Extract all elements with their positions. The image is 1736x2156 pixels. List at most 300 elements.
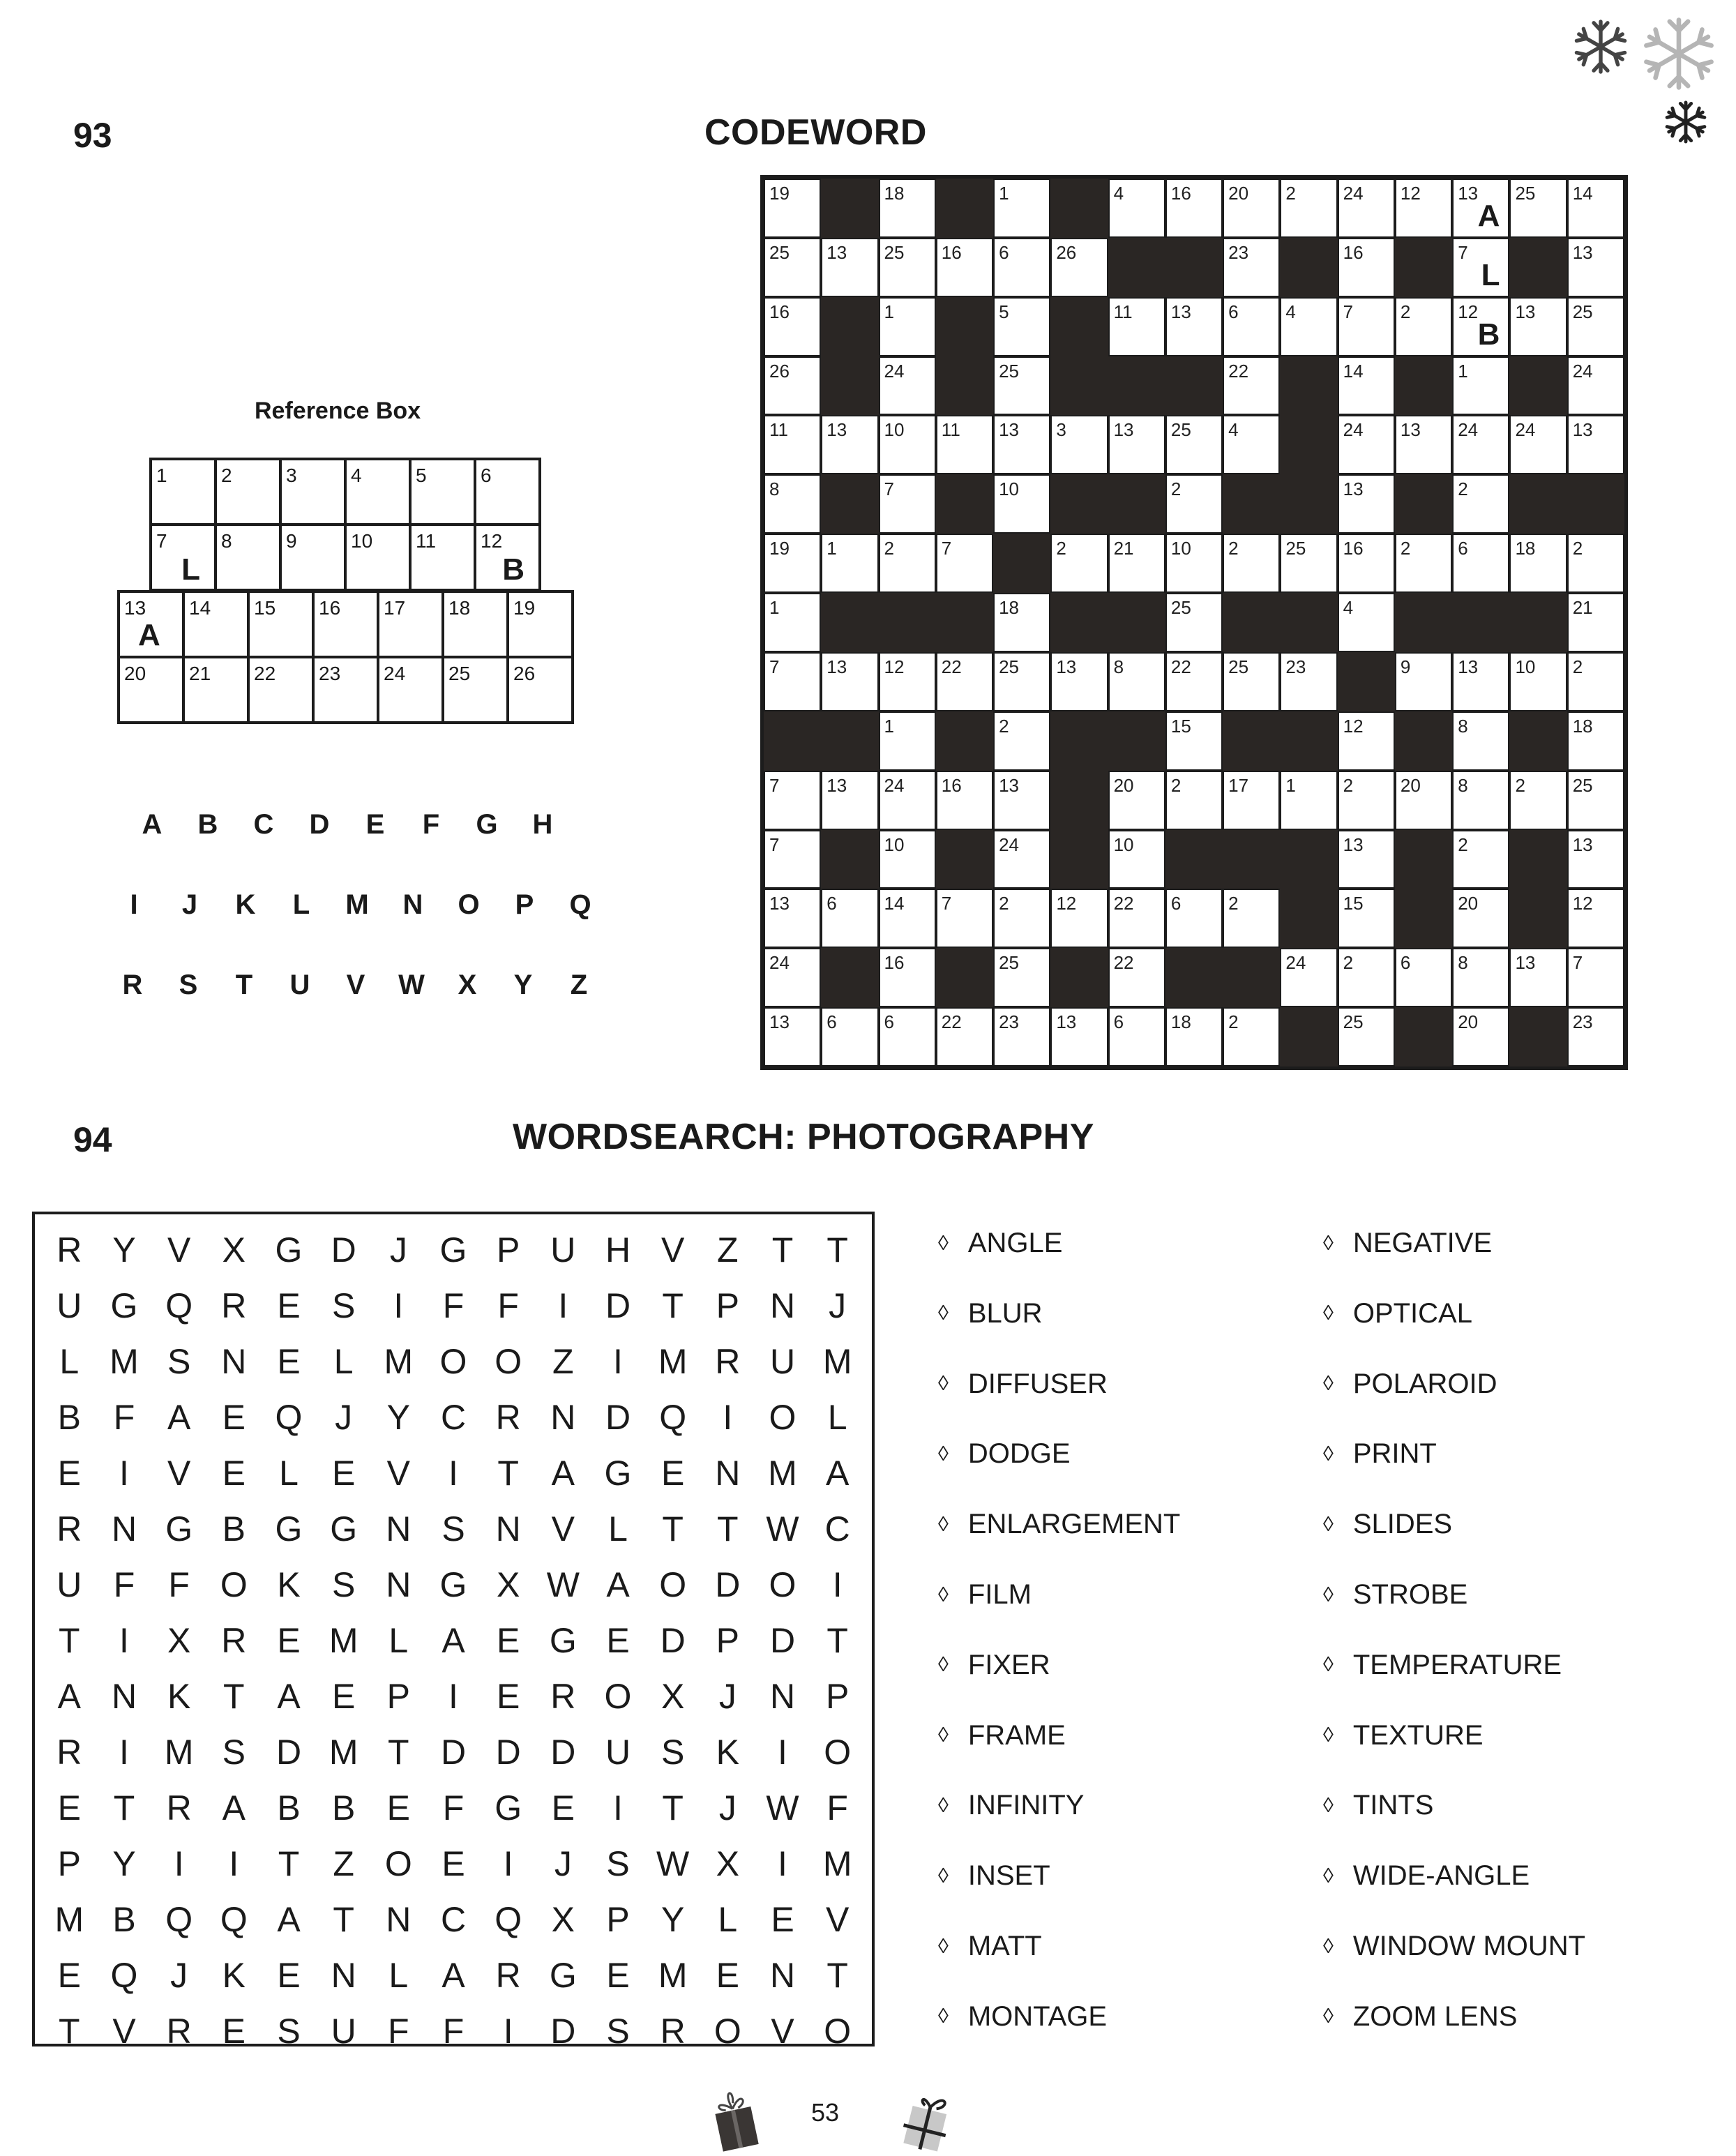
codeword-cell[interactable] bbox=[821, 534, 878, 593]
codeword-cell[interactable] bbox=[1223, 415, 1280, 474]
wordsearch-letter[interactable]: D bbox=[495, 1733, 521, 1772]
wordsearch-letter[interactable]: U bbox=[331, 2012, 356, 2051]
wordsearch-letter[interactable]: B bbox=[331, 1788, 356, 1827]
wordsearch-letter[interactable]: G bbox=[330, 1509, 358, 1548]
wordsearch-letter[interactable]: L bbox=[608, 1509, 628, 1548]
reference-cell[interactable] bbox=[312, 590, 379, 658]
reference-cell[interactable] bbox=[214, 523, 282, 591]
codeword-cell[interactable] bbox=[1567, 711, 1624, 771]
codeword-cell[interactable] bbox=[1050, 652, 1108, 711]
wordsearch-letter[interactable]: O bbox=[384, 1844, 412, 1883]
codeword-cell[interactable] bbox=[1280, 179, 1337, 238]
alphabet-letter[interactable]: C bbox=[253, 809, 274, 840]
wordsearch-letter[interactable]: W bbox=[766, 1788, 799, 1827]
wordsearch-letter[interactable]: T bbox=[113, 1788, 135, 1827]
codeword-cell[interactable] bbox=[936, 415, 993, 474]
wordsearch-letter[interactable]: L bbox=[388, 1621, 409, 1660]
alphabet-letter[interactable]: R bbox=[122, 970, 143, 1000]
wordsearch-letter[interactable]: I bbox=[174, 1844, 184, 1883]
wordsearch-letter[interactable]: O bbox=[495, 1342, 522, 1381]
wordsearch-letter[interactable]: Y bbox=[112, 1844, 136, 1883]
wordsearch-letter[interactable]: N bbox=[769, 1286, 796, 1325]
codeword-cell[interactable] bbox=[1280, 948, 1337, 1007]
wordsearch-letter[interactable]: O bbox=[769, 1565, 797, 1604]
wordsearch-letter[interactable]: U bbox=[550, 1230, 576, 1269]
wordsearch-letter[interactable]: S bbox=[167, 1342, 191, 1381]
codeword-cell[interactable] bbox=[764, 652, 821, 711]
codeword-cell[interactable] bbox=[879, 711, 936, 771]
wordsearch-letter[interactable]: N bbox=[769, 1677, 796, 1716]
wordsearch-letter[interactable]: G bbox=[439, 1565, 467, 1604]
wordsearch-letter[interactable]: E bbox=[222, 1398, 246, 1437]
wordsearch-letter[interactable]: T bbox=[662, 1509, 684, 1548]
alphabet-letter[interactable]: K bbox=[235, 889, 256, 920]
wordsearch-letter[interactable]: T bbox=[827, 1230, 848, 1269]
codeword-cell[interactable] bbox=[1395, 534, 1452, 593]
wordsearch-letter[interactable]: Q bbox=[110, 1956, 138, 1995]
codeword-cell[interactable] bbox=[1338, 830, 1395, 889]
codeword-cell[interactable] bbox=[1050, 534, 1108, 593]
codeword-cell[interactable] bbox=[1395, 771, 1452, 830]
wordsearch-letter[interactable]: D bbox=[550, 1733, 576, 1772]
wordsearch-letter[interactable]: N bbox=[769, 1956, 796, 1995]
wordsearch-letter[interactable]: O bbox=[769, 1398, 797, 1437]
wordsearch-letter[interactable]: E bbox=[277, 1342, 301, 1381]
wordsearch-letter[interactable]: T bbox=[662, 1788, 684, 1827]
codeword-cell[interactable] bbox=[879, 889, 936, 948]
reference-cell[interactable] bbox=[247, 590, 315, 658]
codeword-cell[interactable] bbox=[1452, 297, 1509, 356]
wordsearch-letter[interactable]: N bbox=[111, 1509, 137, 1548]
alphabet-letter[interactable]: G bbox=[476, 809, 498, 840]
wordsearch-letter[interactable]: E bbox=[277, 1286, 301, 1325]
wordsearch-letter[interactable]: L bbox=[333, 1342, 354, 1381]
reference-cell[interactable] bbox=[214, 458, 282, 526]
codeword-cell[interactable] bbox=[879, 830, 936, 889]
wordsearch-letter[interactable]: I bbox=[229, 1844, 239, 1883]
wordsearch-letter[interactable]: Q bbox=[659, 1398, 687, 1437]
codeword-cell[interactable] bbox=[1165, 474, 1223, 534]
codeword-cell[interactable] bbox=[764, 356, 821, 416]
codeword-cell[interactable] bbox=[1452, 356, 1509, 416]
wordsearch-letter[interactable]: O bbox=[824, 1733, 852, 1772]
wordsearch-letter[interactable]: E bbox=[331, 1677, 356, 1716]
wordsearch-letter[interactable]: R bbox=[166, 2012, 192, 2051]
reference-cell[interactable] bbox=[149, 458, 217, 526]
wordsearch-letter[interactable]: S bbox=[277, 2012, 301, 2051]
wordsearch-letter[interactable]: P bbox=[496, 1230, 520, 1269]
wordsearch-letter[interactable]: R bbox=[166, 1788, 192, 1827]
codeword-cell[interactable] bbox=[821, 652, 878, 711]
reference-cell[interactable] bbox=[506, 590, 574, 658]
wordsearch-letter[interactable]: W bbox=[656, 1844, 690, 1883]
wordsearch-letter[interactable]: O bbox=[439, 1342, 467, 1381]
codeword-cell[interactable] bbox=[879, 356, 936, 416]
wordsearch-letter[interactable]: B bbox=[57, 1398, 81, 1437]
wordsearch-letter[interactable]: N bbox=[715, 1454, 741, 1493]
wordsearch-letter[interactable]: O bbox=[659, 1565, 687, 1604]
codeword-cell[interactable] bbox=[1452, 474, 1509, 534]
wordsearch-letter[interactable]: G bbox=[165, 1509, 193, 1548]
alphabet-letter[interactable]: B bbox=[197, 809, 218, 840]
wordsearch-letter[interactable]: D bbox=[331, 1230, 356, 1269]
codeword-cell[interactable] bbox=[1108, 652, 1165, 711]
codeword-cell[interactable] bbox=[879, 652, 936, 711]
wordsearch-letter[interactable]: F bbox=[388, 2012, 409, 2051]
codeword-cell[interactable] bbox=[879, 948, 936, 1007]
reference-cell[interactable] bbox=[344, 458, 412, 526]
codeword-cell[interactable] bbox=[879, 534, 936, 593]
reference-cell[interactable] bbox=[474, 523, 541, 591]
codeword-cell[interactable] bbox=[764, 948, 821, 1007]
wordsearch-letter[interactable]: H bbox=[605, 1230, 631, 1269]
wordsearch-letter[interactable]: E bbox=[441, 1844, 465, 1883]
wordsearch-letter[interactable]: E bbox=[771, 1900, 794, 1939]
wordsearch-letter[interactable]: E bbox=[716, 1956, 739, 1995]
codeword-cell[interactable] bbox=[764, 830, 821, 889]
codeword-cell[interactable] bbox=[1108, 297, 1165, 356]
wordsearch-letter[interactable]: M bbox=[822, 1844, 852, 1883]
wordsearch-letter[interactable]: N bbox=[331, 1956, 356, 1995]
codeword-cell[interactable] bbox=[1338, 711, 1395, 771]
wordsearch-letter[interactable]: R bbox=[221, 1621, 247, 1660]
codeword-cell[interactable] bbox=[1567, 652, 1624, 711]
reference-cell[interactable] bbox=[377, 590, 444, 658]
codeword-cell[interactable] bbox=[1223, 771, 1280, 830]
wordsearch-letter[interactable]: E bbox=[606, 1621, 630, 1660]
wordsearch-letter[interactable]: V bbox=[167, 1230, 191, 1269]
reference-cell[interactable] bbox=[441, 590, 509, 658]
wordsearch-letter[interactable]: V bbox=[825, 1900, 850, 1939]
codeword-cell[interactable] bbox=[1280, 652, 1337, 711]
codeword-cell[interactable] bbox=[936, 534, 993, 593]
wordsearch-letter[interactable]: G bbox=[439, 1230, 467, 1269]
codeword-cell[interactable] bbox=[936, 652, 993, 711]
codeword-cell[interactable] bbox=[821, 889, 878, 948]
reference-cell[interactable] bbox=[377, 656, 444, 724]
wordsearch-letter[interactable]: F bbox=[113, 1565, 135, 1604]
wordsearch-letter[interactable]: O bbox=[220, 1565, 248, 1604]
wordsearch-letter[interactable]: A bbox=[222, 1788, 246, 1827]
codeword-cell[interactable] bbox=[1452, 179, 1509, 238]
alphabet-letter[interactable]: I bbox=[130, 889, 138, 920]
wordsearch-letter[interactable]: M bbox=[329, 1621, 358, 1660]
wordsearch-letter[interactable]: A bbox=[606, 1565, 630, 1604]
alphabet-letter[interactable]: P bbox=[515, 889, 534, 920]
wordsearch-letter[interactable]: I bbox=[448, 1677, 458, 1716]
wordsearch-letter[interactable]: Q bbox=[165, 1286, 193, 1325]
wordsearch-letter[interactable]: I bbox=[503, 2012, 513, 2051]
wordsearch-letter[interactable]: C bbox=[440, 1900, 467, 1939]
codeword-cell[interactable] bbox=[1395, 297, 1452, 356]
wordsearch-letter[interactable]: M bbox=[329, 1733, 358, 1772]
codeword-cell[interactable] bbox=[1452, 711, 1509, 771]
wordsearch-letter[interactable]: L bbox=[279, 1454, 299, 1493]
wordsearch-letter[interactable]: D bbox=[605, 1286, 631, 1325]
codeword-cell[interactable] bbox=[1108, 415, 1165, 474]
wordsearch-letter[interactable]: T bbox=[278, 1844, 300, 1883]
wordsearch-letter[interactable]: L bbox=[827, 1398, 847, 1437]
wordsearch-letter[interactable]: Y bbox=[112, 1230, 136, 1269]
codeword-cell[interactable] bbox=[1452, 415, 1509, 474]
wordsearch-letter[interactable]: R bbox=[56, 1230, 82, 1269]
codeword-cell[interactable] bbox=[1338, 238, 1395, 297]
reference-cell[interactable] bbox=[409, 523, 476, 591]
codeword-cell[interactable] bbox=[993, 771, 1050, 830]
reference-cell[interactable] bbox=[312, 656, 379, 724]
alphabet-letter[interactable]: M bbox=[345, 889, 369, 920]
wordsearch-letter[interactable]: S bbox=[441, 1509, 465, 1548]
wordsearch-letter[interactable]: E bbox=[661, 1454, 685, 1493]
codeword-cell[interactable] bbox=[1395, 652, 1452, 711]
wordsearch-letter[interactable]: Q bbox=[165, 1900, 193, 1939]
wordsearch-letter[interactable]: B bbox=[277, 1788, 301, 1827]
codeword-cell[interactable] bbox=[1108, 889, 1165, 948]
wordsearch-letter[interactable]: E bbox=[551, 1788, 575, 1827]
wordsearch-letter[interactable]: E bbox=[222, 1454, 246, 1493]
alphabet-letter[interactable]: S bbox=[179, 970, 198, 1000]
codeword-cell[interactable] bbox=[1108, 179, 1165, 238]
wordsearch-letter[interactable]: B bbox=[222, 1509, 246, 1548]
wordsearch-letter[interactable]: V bbox=[661, 1230, 685, 1269]
wordsearch-letter[interactable]: J bbox=[829, 1286, 847, 1325]
wordsearch-letter[interactable]: T bbox=[59, 1621, 80, 1660]
codeword-cell[interactable] bbox=[1567, 593, 1624, 652]
wordsearch-letter[interactable]: O bbox=[604, 1677, 632, 1716]
codeword-cell[interactable] bbox=[1165, 771, 1223, 830]
wordsearch-letter[interactable]: M bbox=[658, 1342, 688, 1381]
wordsearch-letter[interactable]: O bbox=[714, 2012, 741, 2051]
codeword-cell[interactable] bbox=[764, 889, 821, 948]
wordsearch-letter[interactable]: X bbox=[661, 1677, 685, 1716]
wordsearch-letter[interactable]: E bbox=[57, 1454, 81, 1493]
wordsearch-letter[interactable]: V bbox=[551, 1509, 575, 1548]
wordsearch-letter[interactable]: R bbox=[550, 1677, 576, 1716]
wordsearch-letter[interactable]: Y bbox=[386, 1398, 410, 1437]
codeword-cell[interactable] bbox=[1338, 534, 1395, 593]
wordsearch-letter[interactable]: J bbox=[335, 1398, 353, 1437]
wordsearch-letter[interactable]: I bbox=[119, 1733, 129, 1772]
wordsearch-letter[interactable]: I bbox=[119, 1454, 129, 1493]
wordsearch-letter[interactable]: M bbox=[384, 1342, 414, 1381]
codeword-cell[interactable] bbox=[1452, 238, 1509, 297]
wordsearch-letter[interactable]: J bbox=[718, 1677, 737, 1716]
codeword-cell[interactable] bbox=[1165, 179, 1223, 238]
wordsearch-letter[interactable]: L bbox=[388, 1956, 409, 1995]
codeword-cell[interactable] bbox=[1338, 415, 1395, 474]
wordsearch-letter[interactable]: B bbox=[112, 1900, 136, 1939]
wordsearch-letter[interactable]: T bbox=[717, 1509, 739, 1548]
wordsearch-letter[interactable]: E bbox=[57, 1788, 81, 1827]
wordsearch-letter[interactable]: Z bbox=[717, 1230, 739, 1269]
wordsearch-letter[interactable]: E bbox=[331, 1454, 356, 1493]
codeword-cell[interactable] bbox=[993, 652, 1050, 711]
wordsearch-letter[interactable]: S bbox=[331, 1286, 356, 1325]
codeword-cell[interactable] bbox=[1223, 534, 1280, 593]
codeword-cell[interactable] bbox=[1165, 593, 1223, 652]
wordsearch-letter[interactable]: E bbox=[496, 1677, 520, 1716]
codeword-cell[interactable] bbox=[1395, 415, 1452, 474]
wordsearch-letter[interactable]: N bbox=[550, 1398, 576, 1437]
wordsearch-letter[interactable]: I bbox=[723, 1398, 733, 1437]
wordsearch-letter[interactable]: P bbox=[825, 1677, 850, 1716]
wordsearch-letter[interactable]: N bbox=[386, 1565, 412, 1604]
wordsearch-letter[interactable]: V bbox=[167, 1454, 191, 1493]
alphabet-letter[interactable]: V bbox=[346, 970, 365, 1000]
codeword-cell[interactable] bbox=[1567, 356, 1624, 416]
codeword-cell[interactable] bbox=[1108, 948, 1165, 1007]
wordsearch-letter[interactable]: I bbox=[558, 1286, 568, 1325]
reference-cell[interactable] bbox=[182, 656, 250, 724]
wordsearch-letter[interactable]: W bbox=[766, 1509, 799, 1548]
codeword-cell[interactable] bbox=[1338, 948, 1395, 1007]
codeword-cell[interactable] bbox=[1567, 297, 1624, 356]
wordsearch-letter[interactable]: E bbox=[222, 2012, 246, 2051]
wordsearch-letter[interactable]: F bbox=[827, 1788, 848, 1827]
wordsearch-letter[interactable]: D bbox=[550, 2012, 576, 2051]
wordsearch-letter[interactable]: K bbox=[716, 1733, 739, 1772]
wordsearch-letter[interactable]: S bbox=[606, 2012, 630, 2051]
wordsearch-letter[interactable]: G bbox=[495, 1788, 522, 1827]
wordsearch-letter[interactable]: T bbox=[333, 1900, 354, 1939]
wordsearch-letter[interactable]: P bbox=[716, 1621, 739, 1660]
codeword-cell[interactable] bbox=[1338, 1007, 1395, 1066]
codeword-cell[interactable] bbox=[1509, 415, 1567, 474]
wordsearch-letter[interactable]: P bbox=[606, 1900, 630, 1939]
codeword-cell[interactable] bbox=[821, 415, 878, 474]
wordsearch-letter[interactable]: O bbox=[824, 2012, 852, 2051]
wordsearch-letter[interactable]: U bbox=[605, 1733, 631, 1772]
wordsearch-letter[interactable]: E bbox=[277, 1956, 301, 1995]
codeword-cell[interactable] bbox=[1223, 1007, 1280, 1066]
codeword-cell[interactable] bbox=[993, 1007, 1050, 1066]
wordsearch-letter[interactable]: E bbox=[386, 1788, 410, 1827]
wordsearch-letter[interactable]: I bbox=[448, 1454, 458, 1493]
alphabet-letter[interactable]: F bbox=[422, 809, 440, 840]
wordsearch-letter[interactable]: W bbox=[546, 1565, 580, 1604]
wordsearch-letter[interactable]: R bbox=[715, 1342, 741, 1381]
wordsearch-letter[interactable]: S bbox=[661, 1733, 685, 1772]
codeword-cell[interactable] bbox=[1338, 771, 1395, 830]
wordsearch-letter[interactable]: D bbox=[440, 1733, 467, 1772]
codeword-cell[interactable] bbox=[1338, 356, 1395, 416]
codeword-cell[interactable] bbox=[993, 474, 1050, 534]
wordsearch-letter[interactable]: R bbox=[56, 1509, 82, 1548]
codeword-cell[interactable] bbox=[993, 179, 1050, 238]
wordsearch-letter[interactable]: F bbox=[442, 1286, 465, 1325]
wordsearch-letter[interactable]: I bbox=[832, 1565, 843, 1604]
wordsearch-letter[interactable]: X bbox=[222, 1230, 246, 1269]
codeword-cell[interactable] bbox=[879, 415, 936, 474]
alphabet-letter[interactable]: O bbox=[458, 889, 480, 920]
alphabet-letter[interactable]: W bbox=[398, 970, 425, 1000]
codeword-cell[interactable] bbox=[993, 238, 1050, 297]
wordsearch-letter[interactable]: A bbox=[441, 1956, 465, 1995]
alphabet-letter[interactable]: J bbox=[181, 889, 198, 920]
wordsearch-letter[interactable]: V bbox=[112, 2012, 136, 2051]
wordsearch-letter[interactable]: G bbox=[549, 1956, 577, 1995]
wordsearch-letter[interactable]: P bbox=[716, 1286, 739, 1325]
wordsearch-letter[interactable]: L bbox=[59, 1342, 80, 1381]
alphabet-letter[interactable]: H bbox=[532, 809, 553, 840]
wordsearch-letter[interactable]: I bbox=[613, 1788, 623, 1827]
codeword-cell[interactable] bbox=[1452, 771, 1509, 830]
alphabet-letter[interactable]: T bbox=[235, 970, 253, 1000]
wordsearch-letter[interactable]: M bbox=[658, 1956, 688, 1995]
wordsearch-letter[interactable]: T bbox=[827, 1621, 848, 1660]
wordsearch-letter[interactable]: X bbox=[167, 1621, 191, 1660]
codeword-cell[interactable] bbox=[1280, 771, 1337, 830]
alphabet-letter[interactable]: E bbox=[365, 809, 385, 840]
wordsearch-letter[interactable]: I bbox=[778, 1733, 787, 1772]
codeword-cell[interactable] bbox=[764, 1007, 821, 1066]
reference-cell[interactable] bbox=[474, 458, 541, 526]
codeword-cell[interactable] bbox=[1452, 652, 1509, 711]
codeword-cell[interactable] bbox=[1108, 1007, 1165, 1066]
codeword-cell[interactable] bbox=[1452, 830, 1509, 889]
codeword-cell[interactable] bbox=[936, 238, 993, 297]
wordsearch-letter[interactable]: M bbox=[822, 1342, 852, 1381]
codeword-cell[interactable] bbox=[1280, 534, 1337, 593]
wordsearch-letter[interactable]: D bbox=[660, 1621, 686, 1660]
wordsearch-letter[interactable]: Q bbox=[495, 1900, 522, 1939]
codeword-cell[interactable] bbox=[1567, 830, 1624, 889]
wordsearch-letter[interactable]: C bbox=[824, 1509, 850, 1548]
wordsearch-letter[interactable]: R bbox=[56, 1733, 82, 1772]
alphabet-letter[interactable]: Q bbox=[569, 889, 591, 920]
codeword-cell[interactable] bbox=[879, 297, 936, 356]
codeword-cell[interactable] bbox=[1050, 889, 1108, 948]
codeword-cell[interactable] bbox=[993, 593, 1050, 652]
wordsearch-letter[interactable]: D bbox=[605, 1398, 631, 1437]
wordsearch-letter[interactable]: U bbox=[56, 1565, 82, 1604]
wordsearch-letter[interactable]: A bbox=[551, 1454, 575, 1493]
codeword-cell[interactable] bbox=[1223, 652, 1280, 711]
wordsearch-letter[interactable]: U bbox=[769, 1342, 796, 1381]
alphabet-letter[interactable]: D bbox=[309, 809, 330, 840]
wordsearch-letter[interactable]: X bbox=[716, 1844, 739, 1883]
wordsearch-letter[interactable]: G bbox=[275, 1230, 303, 1269]
wordsearch-letter[interactable]: T bbox=[497, 1454, 519, 1493]
wordsearch-letter[interactable]: T bbox=[771, 1230, 794, 1269]
codeword-cell[interactable] bbox=[1509, 179, 1567, 238]
wordsearch-letter[interactable]: A bbox=[277, 1900, 301, 1939]
codeword-cell[interactable] bbox=[821, 238, 878, 297]
codeword-cell[interactable] bbox=[993, 711, 1050, 771]
codeword-cell[interactable] bbox=[1338, 593, 1395, 652]
codeword-cell[interactable] bbox=[936, 889, 993, 948]
codeword-cell[interactable] bbox=[993, 415, 1050, 474]
codeword-cell[interactable] bbox=[1050, 238, 1108, 297]
wordsearch-letter[interactable]: P bbox=[386, 1677, 410, 1716]
wordsearch-letter[interactable]: T bbox=[662, 1286, 684, 1325]
codeword-cell[interactable] bbox=[1567, 771, 1624, 830]
codeword-cell[interactable] bbox=[764, 297, 821, 356]
wordsearch-letter[interactable]: Q bbox=[220, 1900, 248, 1939]
codeword-cell[interactable] bbox=[821, 771, 878, 830]
codeword-cell[interactable] bbox=[1108, 830, 1165, 889]
wordsearch-letter[interactable]: V bbox=[386, 1454, 410, 1493]
codeword-cell[interactable] bbox=[1165, 652, 1223, 711]
codeword-cell[interactable] bbox=[1165, 415, 1223, 474]
codeword-cell[interactable] bbox=[879, 771, 936, 830]
wordsearch-letter[interactable]: T bbox=[827, 1956, 848, 1995]
wordsearch-letter[interactable]: N bbox=[495, 1509, 521, 1548]
wordsearch-letter[interactable]: M bbox=[110, 1342, 139, 1381]
codeword-cell[interactable] bbox=[1338, 179, 1395, 238]
wordsearch-letter[interactable]: I bbox=[393, 1286, 404, 1325]
wordsearch-letter[interactable]: V bbox=[771, 2012, 794, 2051]
